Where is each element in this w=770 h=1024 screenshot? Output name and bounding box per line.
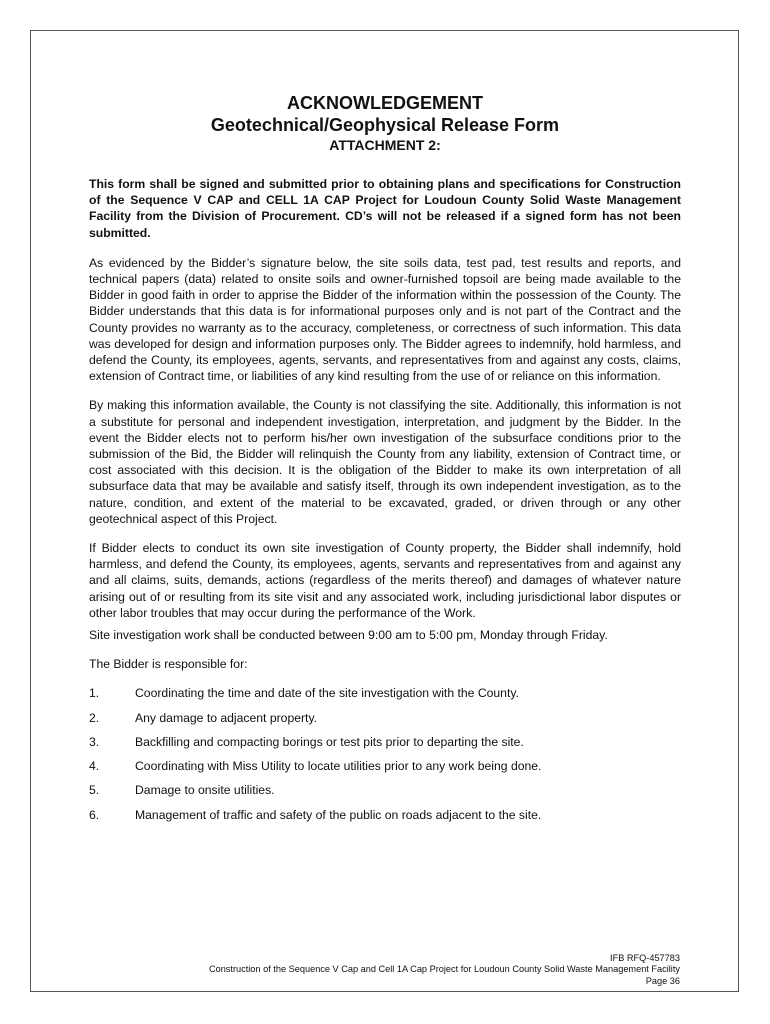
responsibility-list [89, 685, 681, 822]
list-item-number: 2. [89, 710, 100, 725]
list-item-number: 5. [89, 783, 100, 798]
list-item-text: Damage to onsite utilities. [135, 783, 275, 798]
list-item-text: Any damage to adjacent property. [135, 710, 318, 725]
list-item-number: 1. [89, 686, 100, 701]
list-item [89, 807, 681, 823]
paragraph-site-classification: By making this information available, the County is not classifying the site. Additionally, this information is not a substitute for personal and independent investigation, interpretation, and judgment by the Bidder. In the event the Bidder elects not to perform his/her own investigation of the subsurface conditions prior to the submission of the Bid, the Bidder will relinquish the County from any liability, extension of Contract time, or cost associated with this decision. It is the obligation of the Bidder to make its own interpretation of all subsurface data that may be available and satisfy itself, through its own independent investigation, as to the nature, condition, and extent of the material to be excavated, graded, or driven through or any other geotechnical aspect of this Project. [89, 398, 681, 526]
list-item-text: Backfilling and compacting borings or test pits prior to departing the site. [135, 734, 524, 749]
list-item [89, 758, 681, 774]
footer-page-number: Page 36 [645, 975, 680, 986]
list-item [89, 734, 681, 750]
footer-reference: IFB RFQ-457783 [610, 953, 680, 963]
document-title: ACKNOWLEDGEMENT [287, 93, 483, 113]
list-item-number: 3. [89, 734, 100, 749]
footer-project: Construction of the Sequence V Cap and Cell 1A Cap Project for Loudoun County Solid Waste Management Facility [208, 964, 680, 975]
schedule-text: Site investigation work shall be conducted between 9:00 am to 5:00 pm, Monday through Friday. [89, 628, 608, 643]
document-body [89, 92, 681, 831]
responsible-intro: The Bidder is responsible for: [89, 657, 248, 672]
list-item [89, 685, 681, 701]
list-item-text: Coordinating the time and date of the site investigation with the County. [135, 686, 519, 701]
intro-notice: This form shall be signed and submitted prior to obtaining plans and specifications for Construction of the Sequence V CAP and CELL 1A CAP Project for Loudoun County Solid Waste Management Facility from the Division of Procurement. CD’s will not be released if a signed form has not been submitted. [89, 177, 681, 240]
list-item-number: 6. [89, 807, 100, 822]
attachment-label: ATTACHMENT 2: [329, 137, 441, 153]
paragraph-indemnification: If Bidder elects to conduct its own site investigation of County property, the Bidder shall indemnify, hold harmless, and defend the County, its employees, agents, servants and representatives from and against any and all claims, suits, demands, actions (regardless of the merits thereof) and damages of whatever nature arising out of or resulting from its site visit and any associated work, including jurisdictional labor disputes or other labor troubles that may occur during the performance of the Work. [89, 541, 681, 620]
paragraph-data-disclaimer: As evidenced by the Bidder’s signature below, the site soils data, test pad, test results and reports, and technical papers (data) related to onsite soils and owner-furnished topsoil are being made available to the Bidder in good faith in order to apprise the Bidder of the information within the possession of the County. The Bidder understands that this data is for informational purposes only and is not part of the Contract and the County provides no warranty as to the accuracy, completeness, or correctness of such information. This data was developed for design and information purposes only. The Bidder agrees to indemnify, hold harmless, and defend the County, its employees, agents, servants, and representatives from and against any costs, claims, extension of Contract time, or liabilities of any kind resulting from the use of or reliance on this information. [89, 255, 681, 384]
document-subtitle: Geotechnical/Geophysical Release Form [210, 115, 560, 135]
list-item-text: Coordinating with Miss Utility to locate utilities prior to any work being done. [135, 759, 542, 774]
page-footer [209, 953, 680, 987]
list-item-number: 4. [89, 759, 100, 774]
list-item [89, 710, 681, 726]
list-item-text: Management of traffic and safety of the public on roads adjacent to the site. [135, 807, 542, 822]
list-item [89, 782, 681, 798]
